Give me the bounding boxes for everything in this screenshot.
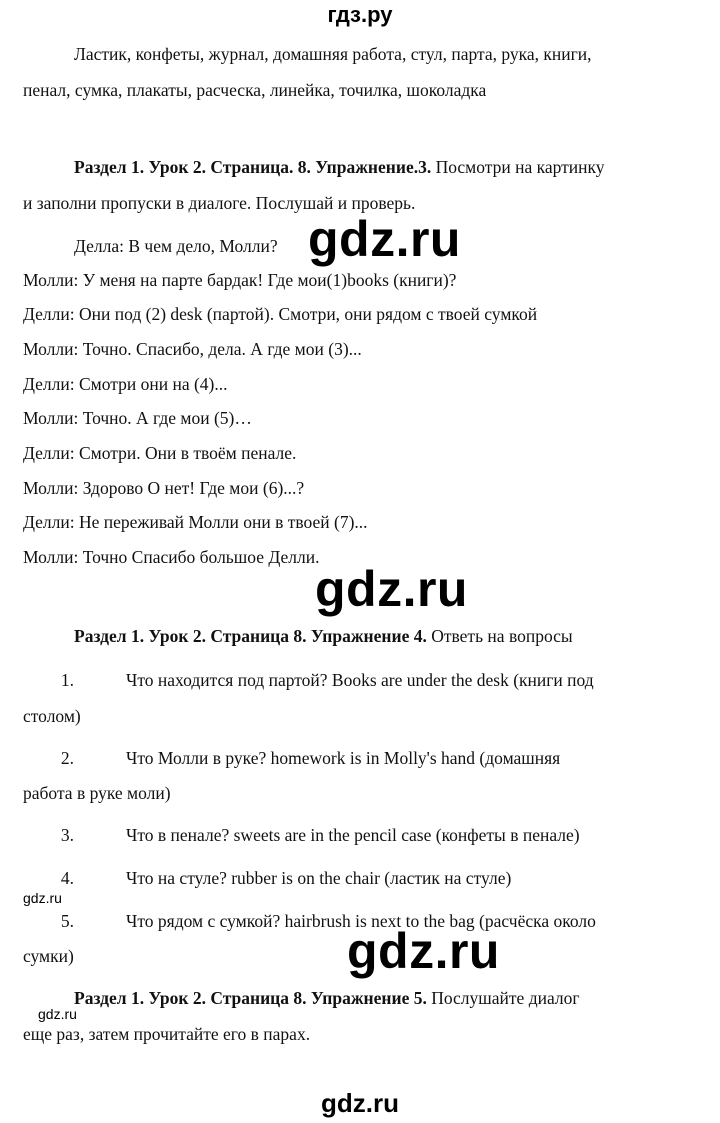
answer-text: Что в пенале? sweets are in the pencil case (конфеты в пенале) bbox=[126, 825, 580, 845]
answer-item bbox=[46, 911, 596, 932]
answer-number: 2. bbox=[60, 748, 74, 768]
ex3-task-line-2: и заполни пропуски в диалоге. Послушай и проверь. bbox=[23, 193, 416, 213]
answer-item bbox=[46, 825, 580, 846]
answer-item bbox=[46, 868, 511, 889]
dialogue-line: Делли: Не переживай Молли они в твоей (7)... bbox=[23, 512, 368, 532]
ex3-heading: Раздел 1. Урок 2. Страница. 8. Упражнение.3. bbox=[74, 157, 432, 177]
answer-text-cont: сумки) bbox=[23, 946, 74, 966]
answer-number: 1. bbox=[60, 670, 74, 690]
ex4-task: Ответь на вопросы bbox=[426, 626, 573, 646]
dialogue-line: Делла: В чем дело, Молли? bbox=[74, 236, 278, 256]
dialogue-line: Молли: Здорово О нет! Где мои (6)...? bbox=[23, 478, 305, 498]
ex5-task: Послушайте диалог bbox=[426, 988, 580, 1008]
answer-text-cont: столом) bbox=[23, 706, 81, 726]
answer-number: 3. bbox=[60, 825, 74, 845]
dialogue-line: Делли: Смотри они на (4)... bbox=[23, 374, 228, 394]
ex4-heading: Раздел 1. Урок 2. Страница 8. Упражнение 4. bbox=[74, 626, 427, 646]
ex3-task: Посмотри на картинку bbox=[431, 157, 605, 177]
ex5-heading: Раздел 1. Урок 2. Страница 8. Упражнение 5. bbox=[74, 988, 427, 1008]
answer-text: Что находится под партой? Books are under the desk (книги под bbox=[126, 670, 594, 690]
dialogue-line: Молли: Точно. Спасибо, дела. А где мои (3)... bbox=[23, 339, 362, 359]
ex4-heading-line bbox=[74, 626, 573, 647]
dialogue-line: Молли: У меня на парте бардак! Где мои(1)books (книги)? bbox=[23, 270, 457, 290]
dialogue-line: Делли: Смотри. Они в твоём пенале. bbox=[23, 443, 297, 463]
vocab-line-2: пенал, сумка, плакаты, расческа, линейка, точилка, шоколадка bbox=[23, 80, 487, 100]
ex5-heading-line bbox=[74, 988, 580, 1009]
answer-text-cont: работа в руке моли) bbox=[23, 783, 171, 803]
answer-item bbox=[46, 748, 560, 769]
ex3-heading-line bbox=[74, 157, 605, 178]
watermark-gdz-small: gdz.ru bbox=[38, 1006, 77, 1022]
answer-number: 4. bbox=[60, 868, 74, 888]
answer-text: Что на стуле? rubber is on the chair (ластик на стуле) bbox=[126, 868, 512, 888]
answer-text: Что рядом с сумкой? hairbrush is next to the bag (расчёска около bbox=[126, 911, 596, 931]
footer-watermark: gdz.ru bbox=[321, 1088, 399, 1118]
watermark-gdz: gdz.ru bbox=[347, 923, 500, 979]
dialogue-line: Молли: Точно Спасибо большое Делли. bbox=[23, 547, 320, 567]
answer-item bbox=[46, 670, 594, 691]
vocab-line-1: Ластик, конфеты, журнал, домашняя работа, стул, парта, рука, книги, bbox=[74, 44, 592, 64]
answer-text: Что Молли в руке? homework is in Molly's hand (домашняя bbox=[126, 748, 561, 768]
answer-number: 5. bbox=[60, 911, 74, 931]
site-title: гдз.ру bbox=[327, 2, 393, 27]
dialogue-line: Делли: Они под (2) desk (партой). Смотри, они рядом с твоей сумкой bbox=[23, 304, 538, 324]
dialogue-line: Молли: Точно. А где мои (5)… bbox=[23, 408, 252, 428]
watermark-gdz: gdz.ru bbox=[308, 211, 461, 267]
ex5-task-line-2: еще раз, затем прочитайте его в парах. bbox=[23, 1024, 311, 1044]
watermark-gdz: gdz.ru bbox=[315, 561, 468, 617]
watermark-gdz-small: gdz.ru bbox=[23, 890, 62, 906]
